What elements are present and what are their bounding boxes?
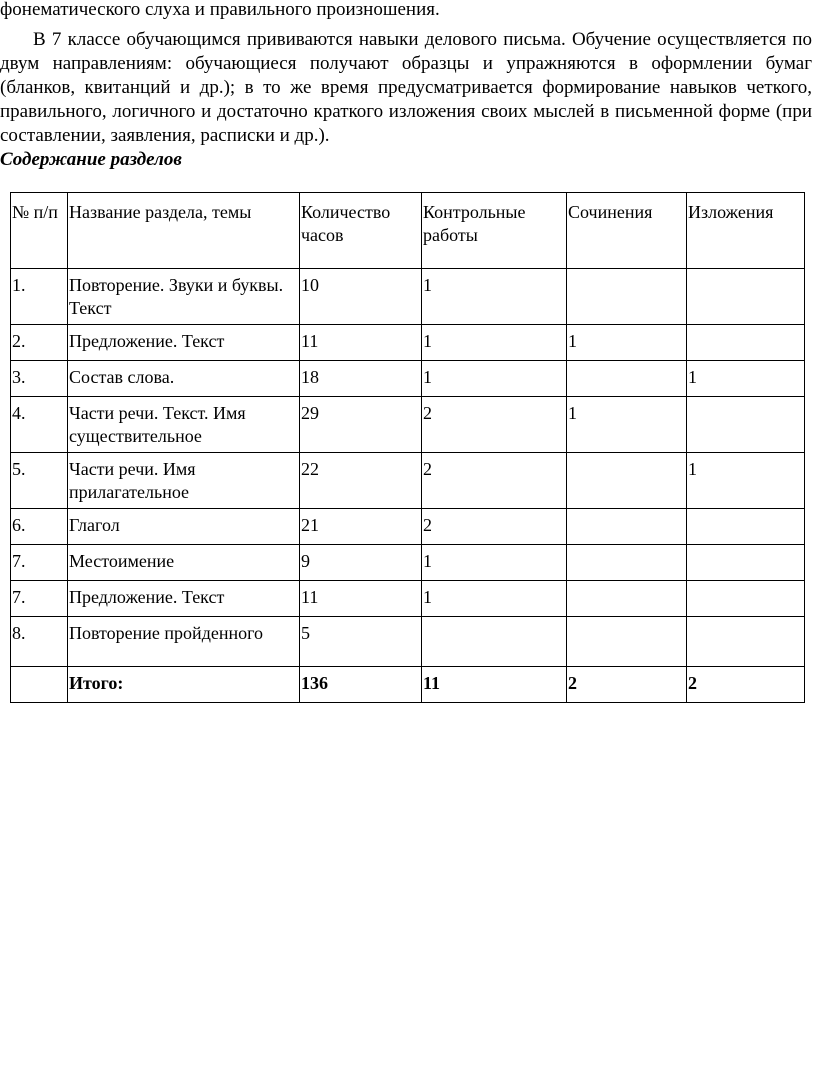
cell-hours: 10 <box>300 269 422 325</box>
cell-num: 1. <box>11 269 68 325</box>
cell-name: Предложение. Текст <box>68 325 300 361</box>
cell-tests: 2 <box>422 397 567 453</box>
cell-hours: 5 <box>300 617 422 667</box>
section-title: Содержание разделов <box>0 149 182 170</box>
table-row <box>11 617 805 667</box>
cell-name: Состав слова. <box>68 361 300 397</box>
table-row <box>11 269 805 325</box>
cell-hours: 29 <box>300 397 422 453</box>
header-essays: Сочинения <box>567 193 687 269</box>
cell-hours: 9 <box>300 545 422 581</box>
header-name: Название раздела, темы <box>68 193 300 269</box>
cell-essays <box>567 617 687 667</box>
paragraph-continuation: фонематического слуха и правильного произношения. <box>0 0 440 20</box>
cell-tests <box>422 617 567 667</box>
table-row <box>11 325 805 361</box>
cell-hours: 21 <box>300 509 422 545</box>
cell-presentations <box>687 617 805 667</box>
cell-presentations <box>687 325 805 361</box>
cell-hours: 11 <box>300 325 422 361</box>
cell-num: 2. <box>11 325 68 361</box>
cell-num-empty <box>11 667 68 703</box>
cell-essays <box>567 545 687 581</box>
cell-tests: 1 <box>422 581 567 617</box>
table-row <box>11 397 805 453</box>
cell-hours: 22 <box>300 453 422 509</box>
cell-presentations <box>687 397 805 453</box>
cell-tests: 1 <box>422 545 567 581</box>
contents-table <box>10 192 805 703</box>
cell-num: 4. <box>11 397 68 453</box>
header-tests: Контрольные работы <box>422 193 567 269</box>
cell-essays <box>567 361 687 397</box>
cell-name: Повторение. Звуки и буквы. Текст <box>68 269 300 325</box>
paragraph-business-writing: В 7 классе обучающимся прививаются навыки делового письма. Обучение осуществляется по двум направлениям: обучающиеся получают образцы и упражняются в оформлении бумаг (бланков, квитанций и др.); в то же время предусматривается формирование навыков четкого, правильного, логичного и достаточно краткого изложения своих мыслей в письменной форме (при составлении, заявления, расписки и др.). <box>0 29 812 146</box>
cell-tests: 2 <box>422 509 567 545</box>
cell-essays <box>567 453 687 509</box>
cell-name: Части речи. Имя прилагательное <box>68 453 300 509</box>
total-hours: 136 <box>300 667 422 703</box>
total-presentations: 2 <box>687 667 805 703</box>
cell-essays <box>567 269 687 325</box>
table-row <box>11 581 805 617</box>
cell-num: 3. <box>11 361 68 397</box>
cell-essays <box>567 509 687 545</box>
cell-presentations: 1 <box>687 361 805 397</box>
table-row <box>11 361 805 397</box>
cell-name: Части речи. Текст. Имя существительное <box>68 397 300 453</box>
table-row <box>11 509 805 545</box>
cell-presentations <box>687 269 805 325</box>
cell-name: Повторение пройденного <box>68 617 300 667</box>
cell-tests: 1 <box>422 325 567 361</box>
cell-name: Местоимение <box>68 545 300 581</box>
cell-tests: 1 <box>422 269 567 325</box>
total-tests: 11 <box>422 667 567 703</box>
cell-hours: 11 <box>300 581 422 617</box>
cell-num: 7. <box>11 545 68 581</box>
cell-presentations <box>687 509 805 545</box>
cell-essays: 1 <box>567 325 687 361</box>
cell-num: 8. <box>11 617 68 667</box>
cell-num: 7. <box>11 581 68 617</box>
table-row <box>11 453 805 509</box>
cell-essays <box>567 581 687 617</box>
cell-essays: 1 <box>567 397 687 453</box>
cell-tests: 2 <box>422 453 567 509</box>
cell-hours: 18 <box>300 361 422 397</box>
cell-name: Глагол <box>68 509 300 545</box>
table-header-row <box>11 193 805 269</box>
cell-presentations: 1 <box>687 453 805 509</box>
table-total-row <box>11 667 805 703</box>
total-label: Итого: <box>68 667 300 703</box>
cell-num: 5. <box>11 453 68 509</box>
header-presentations: Изложения <box>687 193 805 269</box>
cell-name: Предложение. Текст <box>68 581 300 617</box>
table-row <box>11 545 805 581</box>
total-essays: 2 <box>567 667 687 703</box>
header-num: № п/п <box>11 193 68 269</box>
cell-presentations <box>687 545 805 581</box>
cell-presentations <box>687 581 805 617</box>
cell-tests: 1 <box>422 361 567 397</box>
header-hours: Количество часов <box>300 193 422 269</box>
cell-num: 6. <box>11 509 68 545</box>
